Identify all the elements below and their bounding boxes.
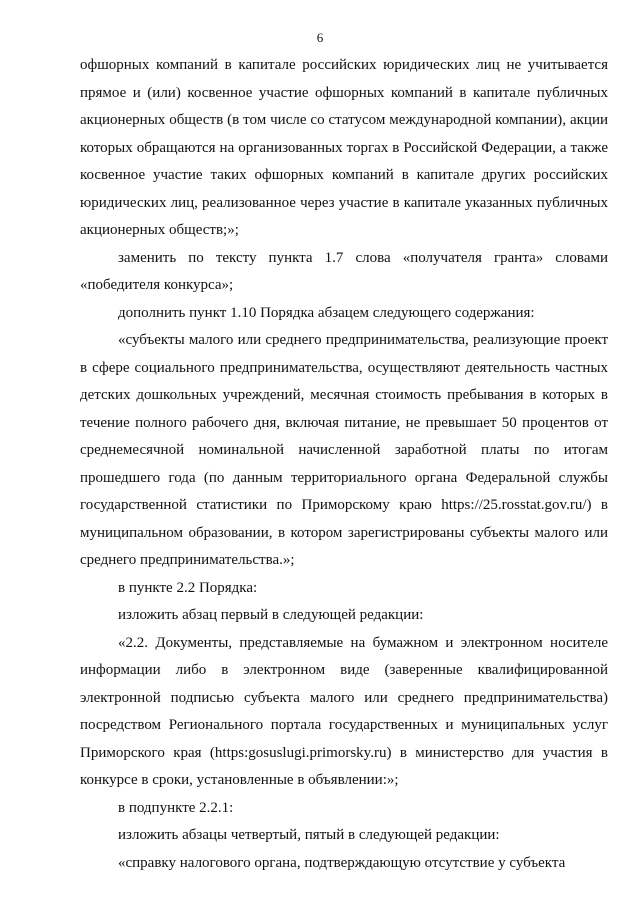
page-number: 6: [316, 30, 324, 45]
paragraph: «2.2. Документы, представляемые на бумажном и электронном носителе информации либо в электронном виде (заверенные квалифицированной электронной подписью субъекта малого или среднего предпринимательства) посредством Регионального портала государственных и муниципальных услуг Приморского края (https:gosuslugi.primorsky.ru) в министерство для участия в конкурсе в сроки, установленные в объявлении:»;: [80, 634, 608, 788]
paragraph: дополнить пункт 1.10 Порядка абзацем следующего содержания:: [118, 304, 535, 321]
document-body: [80, 52, 608, 877]
paragraph: «субъекты малого или среднего предпринимательства, реализующие проект в сфере социального предпринимательства, осуществляют деятельность частных детских дошкольных учреждений, месячная стоимость пребывания в которых в течение полного рабочего дня, включая питание, не превышает 50 процентов от среднемесячной номинальной начисленной заработной платы по итогам прошедшего года (по данным территориального органа Федеральной службы государственной статистики по Приморскому краю https://25.rosstat.gov.ru/) в муниципальном образовании, в котором зарегистрированы субъекты малого или среднего предпринимательства.»;: [80, 332, 608, 568]
paragraph: изложить абзац первый в следующей редакции:: [118, 607, 424, 623]
paragraph: в подпункте 2.2.1:: [118, 799, 234, 816]
paragraph: заменить по тексту пункта 1.7 слова «получателя гранта» словами «победителя конкурса»;: [80, 249, 608, 293]
paragraph: «справку налогового органа, подтверждающую отсутствие у субъекта: [118, 854, 566, 871]
paragraph-continuation: офшорных компаний в капитале российских юридических лиц не учитывается прямое и (или) косвенное участие офшорных компаний в капитале публичных акционерных обществ (в том числе со статусом международной компании), акции которых обращаются на организованных торгах в Российской Федерации, а также косвенное участие таких офшорных компаний в капитале других российских юридических лиц, реализованное через участие в капитале указанных публичных акционерных обществ;»;: [80, 57, 608, 238]
paragraph: в пункте 2.2 Порядка:: [118, 579, 258, 596]
paragraph: изложить абзацы четвертый, пятый в следующей редакции:: [118, 827, 500, 843]
